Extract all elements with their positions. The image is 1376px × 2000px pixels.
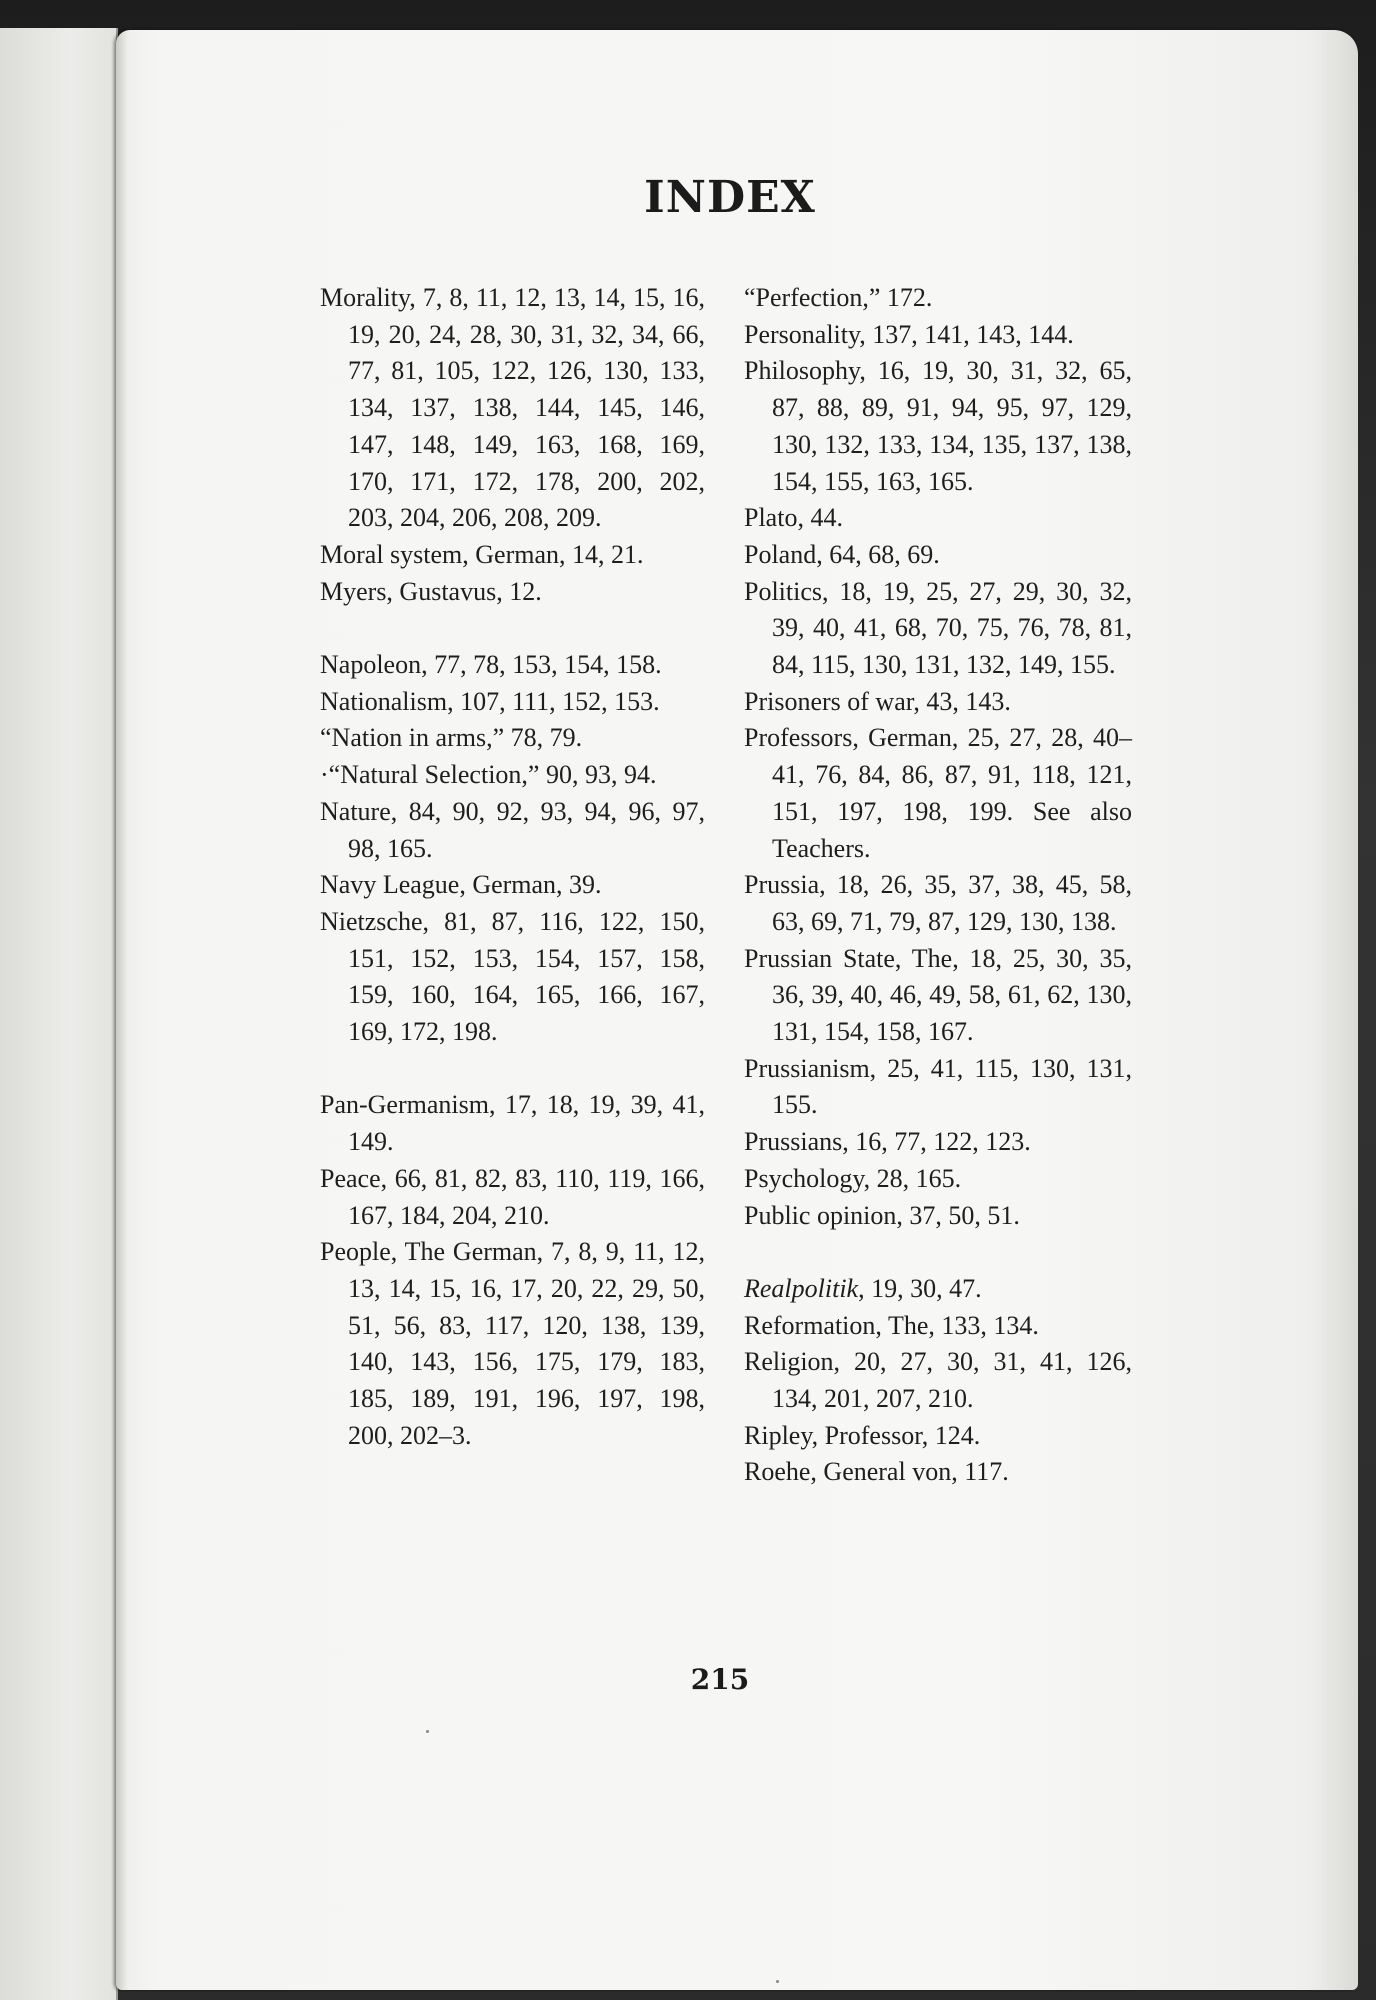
index-entry: Moral system, German, 14, 21. [320,539,644,569]
dust-speck [426,1730,429,1733]
index-entry: Prisoners of war, 43, 143. [744,686,1011,716]
index-entry: Poland, 64, 68, 69. [744,539,940,569]
dust-speck [776,1980,779,1983]
index-column-left [320,280,705,1454]
index-column-right [744,280,1132,1491]
index-entry: Roehe, General von, 117. [744,1457,1009,1487]
index-entry: Religion, 20, 27, 30, 31, 41, 126, 134, 201, 207, 210. [744,1347,1132,1414]
index-entry: Nationalism, 107, 111, 152, 153. [320,686,660,716]
index-entry: Politics, 18, 19, 25, 27, 29, 30, 32, 39, 40, 41, 68, 70, 75, 76, 78, 81, 84, 115, 130, 131, 132, 149, 155. [744,576,1132,680]
index-entry: Myers, Gustavus, 12. [320,576,542,606]
index-entry: Plato, 44. [744,503,843,533]
index-entry: “Perfection,” 172. [744,283,933,312]
page-number: 215 [690,1663,750,1696]
index-entry: Peace, 66, 81, 82, 83, 110, 119, 166, 167, 184, 204, 210. [320,1163,705,1230]
index-entry: Napoleon, 77, 78, 153, 154, 158. [320,650,662,680]
index-entry: Philosophy, 16, 19, 30, 31, 32, 65, 87, 88, 89, 91, 94, 95, 97, 129, 130, 132, 133, 134, 135, 137, 138, 154, 155, 163, 165. [744,356,1132,496]
index-entry: Prussia, 18, 26, 35, 37, 38, 45, 58, 63, 69, 71, 79, 87, 129, 130, 138. [744,870,1132,936]
index-entry: Prussianism, 25, 41, 115, 130, 131, 155. [744,1053,1132,1120]
page-heading: INDEX [644,172,816,223]
index-entry: Navy League, German, 39. [320,870,602,900]
index-entry: Professors, German, 25, 27, 28, 40–41, 76, 84, 86, 87, 91, 118, 121, 151, 197, 198, 199. See also Teachers. [744,723,1132,863]
index-entry: Nietzsche, 81, 87, 116, 122, 150, 151, 152, 153, 154, 157, 158, 159, 160, 164, 165, 166, 167, 169, 172, 198. [320,906,705,1047]
index-entry: Nature, 84, 90, 92, 93, 94, 96, 97, 98, 165. [320,796,705,863]
index-entry: Ripley, Professor, 124. [744,1420,981,1450]
index-entry: Pan-Germanism, 17, 18, 19, 39, 41, 149. [320,1090,705,1157]
index-entry [744,1271,1132,1308]
index-entry: ·“Natural Selection,” 90, 93, 94. [320,760,657,790]
index-entry: People, The German, 7, 8, 9, 11, 12, 13, 14, 15, 16, 17, 20, 22, 29, 50, 51, 56, 83, 117, 120, 138, 139, 140, 143, 156, 175, 179, 183, 185, 189, 191, 196, 197, 198, 200, 202–3. [320,1237,705,1450]
book-page [116,30,1358,1990]
index-entry: Prussian State, The, 18, 25, 30, 35, 36, 39, 40, 46, 49, 58, 61, 62, 130, 131, 154, 158, 167. [744,943,1132,1047]
index-pages: , 19, 30, 47. [858,1273,982,1303]
index-entry: Public opinion, 37, 50, 51. [744,1200,1020,1230]
index-entry: Psychology, 28, 165. [744,1163,962,1193]
index-entry: Reformation, The, 133, 134. [744,1310,1039,1340]
index-entry: Prussians, 16, 77, 122, 123. [744,1127,1031,1157]
facing-page-edge [0,28,118,2000]
index-term-italic: Realpolitik [744,1273,859,1303]
index-entry: Morality, 7, 8, 11, 12, 13, 14, 15, 16, 19, 20, 24, 28, 30, 31, 32, 34, 66, 77, 81, 105, 122, 126, 130, 133, 134, 137, 138, 144, 145, 146, 147, 148, 149, 163, 168, 169, 170, 171, 172, 178, 200, 202, 203, 204, 206, 208, 209. [320,283,705,533]
index-entry: Personality, 137, 141, 143, 144. [744,319,1074,349]
index-entry: “Nation in arms,” 78, 79. [320,723,583,753]
